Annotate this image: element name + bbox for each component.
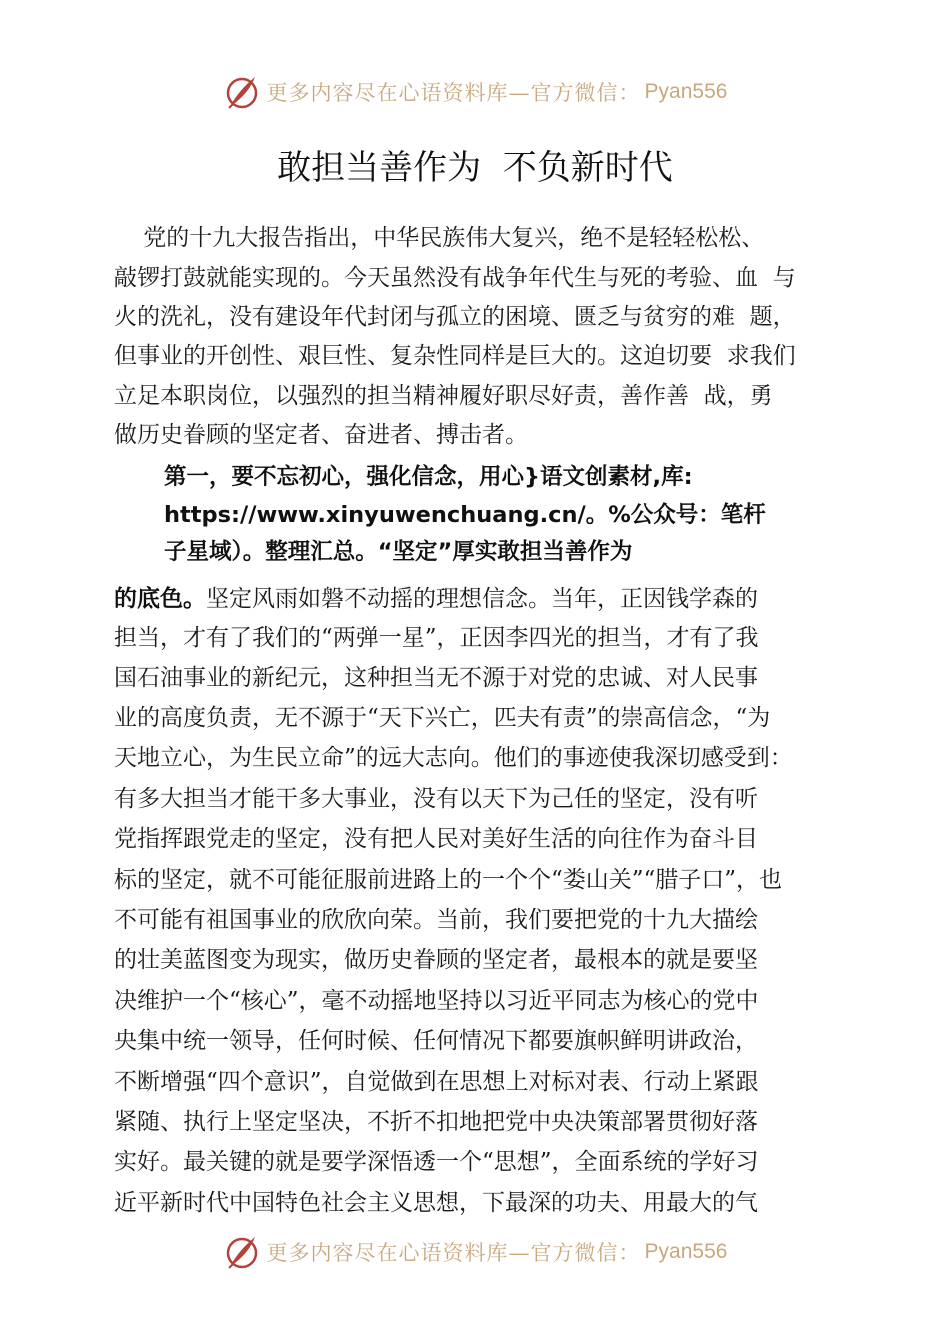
text-line: 不可能有祖国事业的欣欣向荣。当前，我们要把党的十九大描绘 — [114, 907, 758, 933]
header-watermark — [0, 72, 950, 112]
text-line: 决维护一个“核心”，毫不动摇地坚持以习近平同志为核心的党中 — [114, 988, 759, 1014]
watermark-wechat-id: Pyan556 — [644, 80, 728, 103]
text-line: 实好。最关键的就是要学深悟透一个“思想”，全面系统的学好习 — [114, 1149, 759, 1175]
text-line: 紧随、执行上坚定坚决，不折不扣地把党中央决策部署贯彻好落 — [114, 1109, 758, 1135]
feather-pen-logo-icon — [223, 1233, 261, 1271]
feather-pen-logo-icon — [223, 73, 261, 111]
watermark-text: 更多内容尽在心语资料库—官方微信： — [266, 81, 641, 105]
text-line: 国石油事业的新纪元，这种担当无不源于对党的忠诚、对人民事 — [114, 665, 758, 691]
text-line: 业的高度负责，无不源于“天下兴亡，匹夫有责”的崇高信念，“为 — [114, 705, 771, 731]
heading-line: https://www.xinyuwenchuang.cn/。%公众号：笔杆 — [164, 502, 766, 528]
footer-watermark — [0, 1232, 950, 1272]
text-line: 近平新时代中国特色社会主义思想，下最深的功夫、用最大的气 — [114, 1190, 758, 1216]
text-line: 有多大担当才能干多大事业，没有以天下为己任的坚定，没有听 — [114, 786, 758, 812]
heading-line: 子星域）。整理汇总。“坚定”厚实敢担当善作为 — [164, 539, 633, 565]
text-line: 的壮美蓝图变为现实，做历史眷顾的坚定者，最根本的就是要坚 — [114, 947, 758, 973]
text-line: 立足本职岗位，以强烈的担当精神履好职尽好责，善作善 战，勇 — [114, 383, 773, 409]
text-line: 标的坚定，就不可能征服前进路上的一个个“娄山关”“腊子口”，也 — [114, 867, 783, 893]
paragraph-first-line: 坚定风雨如磐不动摇的理想信念。当年，正因钱学森的 — [206, 586, 758, 612]
text-line: 党指挥跟党走的坚定，没有把人民对美好生活的向往作为奋斗目 — [114, 826, 758, 852]
text-line: 担当，才有了我们的“两弹一星”，正因李四光的担当，才有了我 — [114, 625, 759, 651]
text-line: 但事业的开创性、艰巨性、复杂性同样是巨大的。这迫切要 求我们 — [114, 343, 796, 369]
text-line: 敲锣打鼓就能实现的。今天虽然没有战争年代生与死的考验、血 与 — [114, 265, 796, 291]
watermark-text: 更多内容尽在心语资料库—官方微信： — [266, 1241, 641, 1265]
document-title: 敢担当善作为 不负新时代 — [277, 148, 673, 188]
heading-line: 第一，要不忘初心，强化信念，用心}语文创素材,库: — [164, 464, 693, 490]
text-line — [114, 585, 758, 613]
text-line: 做历史眷顾的坚定者、奋进者、搏击者。 — [114, 422, 528, 448]
text-line: 党的十九大报告指出，中华民族伟大复兴，绝不是轻轻松松、 — [114, 225, 765, 251]
text-line: 天地立心，为生民立命”的远大志向。他们的事迹使我深切感受到： — [114, 745, 793, 771]
text-line: 火的洗礼，没有建设年代封闭与孤立的困境、匮乏与贫穷的难 题， — [114, 304, 796, 330]
text-line: 不断增强“四个意识”，自觉做到在思想上对标对表、行动上紧跟 — [114, 1069, 759, 1095]
watermark-wechat-id: Pyan556 — [644, 1240, 728, 1263]
text-line: 央集中统一领导，任何时候、任何情况下都要旗帜鲜明讲政治， — [114, 1028, 758, 1054]
heading-tail: 的底色。 — [114, 586, 206, 612]
